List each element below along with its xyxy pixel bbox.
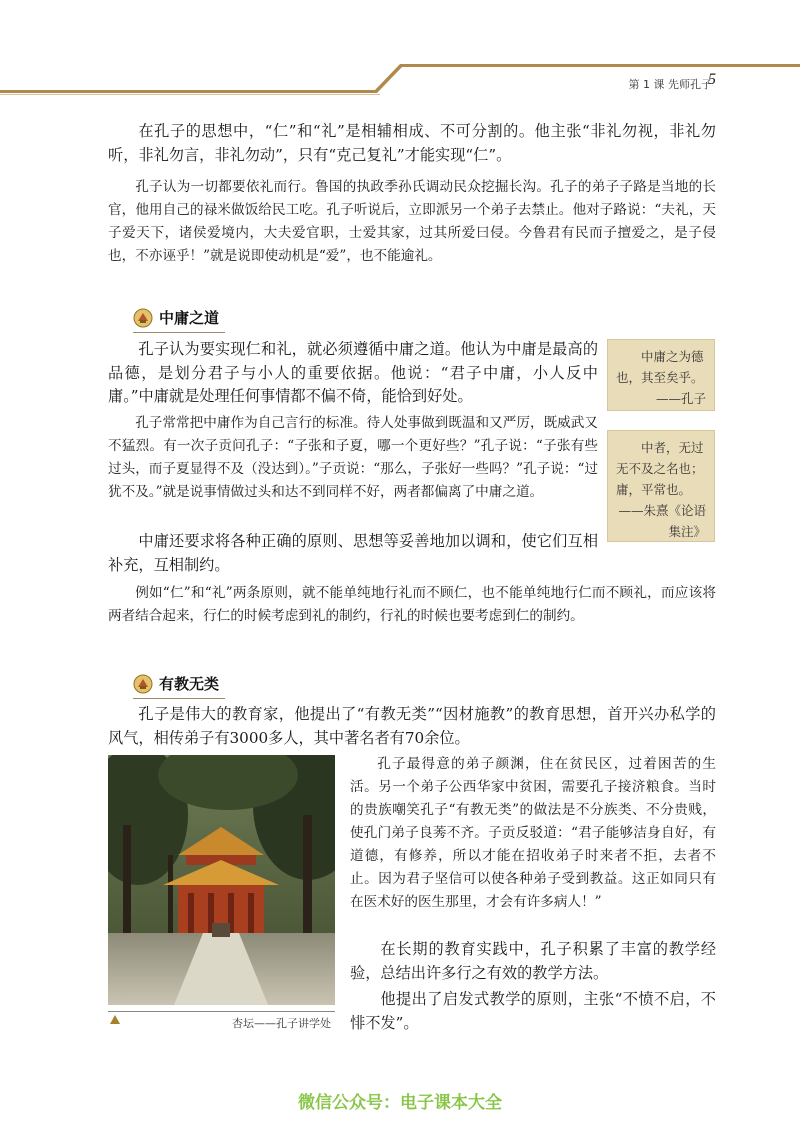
- intro-paragraph-1: 在孔子的思想中，“仁”和“礼”是相辅相成、不可分割的。他主张“非礼勿视，非礼勿听，非礼勿言，非礼勿动”，只有“克己复礼”才能实现“仁”。: [108, 122, 716, 164]
- section-heading-zhongyong: [133, 307, 219, 328]
- quote-box-confucius: [607, 339, 715, 411]
- zhongyong-paragraph-3: 中庸还要求将各种正确的原则、思想等妥善地加以调和，使它们互相补充，互相制约。: [108, 532, 598, 574]
- zhongyong-paragraph-2: 孔子常常把中庸作为自己言行的标准。待人处事做到既温和又严厉，既威武又不猛烈。有一次子贡问孔子：“子张和子夏，哪一个更好些？”孔子说：“子张有些过头，而子夏显得不及（没达到）。”子贡说：“那么，子张好一些吗？”孔子说：“过犹不及。”就是说事情做过头和达不到同样不好，两者都偏离了中庸之道。: [108, 415, 598, 500]
- section-title: 中庸之道: [159, 309, 220, 327]
- quote-text: 中者，无过无不及之名也；庸，平常也。: [616, 440, 704, 497]
- quote-source: ——朱熹《论语集注》: [618, 503, 706, 539]
- section-emblem-icon: [133, 674, 153, 694]
- page-number: 5: [708, 71, 716, 88]
- quote-box-zhuxi: [607, 430, 715, 542]
- intro-paragraph-2: 孔子认为一切都要依礼而行。鲁国的执政季孙氏调动民众挖掘长沟。孔子的弟子子路是当地的长官，他用自己的禄米做饭给民工吃。孔子听说后，立即派另一个弟子去禁止。他对子路说：“夫礼，天子爱天下，诸侯爱境内，大夫爱官职，士爱其家，过其所爱曰侵。今鲁君有民而子擅爱之，是子侵也，不亦诬乎！”就是说即使动机是“爱”，也不能逾礼。: [108, 179, 716, 264]
- xingtan-photo: [108, 755, 335, 1005]
- zhongyong-paragraph-4: 例如“仁”和“礼”两条原则，就不能单纯地行礼而不顾仁，也不能单纯地行仁而不顾礼，而应该将两者结合起来，行仁的时候考虑到礼的制约，行礼的时候也要考虑到仁的制约。: [108, 585, 716, 624]
- youjiao-paragraph-4: 他提出了启发式教学的原则，主张“不愤不启，不悱不发”。: [350, 990, 716, 1032]
- youjiao-paragraph-2: 孔子最得意的弟子颜渊，住在贫民区，过着困苦的生活。另一个弟子公西华家中贫困，需要孔子接济粮食。当时的贵族嘲笑孔子“有教无类”的做法是不分族类、不分贵贱，使孔门弟子良莠不齐。子贡反驳道：“君子能够洁身自好，有道德，有修养，所以才能在招收弟子时来者不拒，去者不止。因为君子坚信可以使各种弟子受到教益。这正如同只有在医术好的医生那里，才会有许多病人！”: [350, 756, 716, 910]
- section-title: 有教无类: [159, 675, 220, 693]
- section-emblem-icon: [133, 308, 153, 328]
- section-heading-youjiao: [133, 673, 219, 694]
- youjiao-paragraph-3: 在长期的教育实践中，孔子积累了丰富的教学经验，总结出许多行之有效的教学方法。: [350, 940, 716, 982]
- photo-caption: [108, 1011, 335, 1028]
- quote-text: 中庸之为德也，其至矣乎。: [616, 349, 704, 385]
- quote-source: ——孔子: [655, 391, 706, 406]
- caption-triangle-icon: [110, 1015, 120, 1024]
- youjiao-paragraph-1: 孔子是伟大的教育家，他提出了“有教无类”“因材施教”的教育思想，首开兴办私学的风气，相传弟子有3000多人，其中著名者有70余位。: [108, 705, 716, 747]
- caption-text: 杏坛——孔子讲学处: [232, 1017, 331, 1030]
- lesson-title: 第 1 课 先师孔子: [628, 78, 712, 91]
- watermark-text: 微信公众号：电子课本大全: [298, 1093, 502, 1113]
- zhongyong-paragraph-1: 孔子认为要实现仁和礼，就必须遵循中庸之道。他认为中庸是最高的品德，是划分君子与小人的重要依据。他说：“君子中庸，小人反中庸。”中庸就是处理任何事情都不偏不倚，能恰到好处。: [108, 340, 598, 405]
